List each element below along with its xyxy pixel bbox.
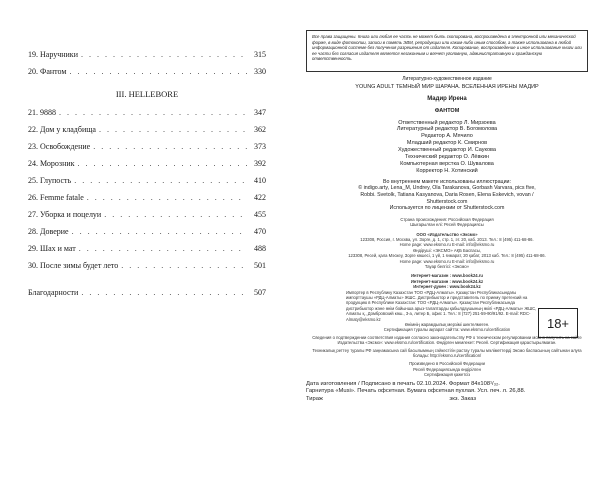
toc-item-title: 24. Морозник [28,159,75,168]
toc-leader-dots [99,121,247,138]
age-rating-badge: 18+ [538,308,578,338]
toc-item[interactable] [28,189,266,206]
manufacturer-address: 123308, Ресей, қала Мәскеу, Зорге көшесі, 1 үй, 1 ғимарат, 20 қабат, 2013 каб. Тел.: 8 (495) 411-68-86. [348,253,546,259]
publisher-name: ООО «Издательство «Эксмо» [416,231,478,237]
series-line: YOUNG ADULT ТЕМНЫЙ МИР ШАРАНА. ВСЕЛЕННАЯ ИРЕНЫ МАДИР [355,84,539,90]
toc-item-page: 422 [254,193,266,202]
manufacturer-web: Home page: www.eksmo.ru E-mail: info@eksmo.ru [399,258,495,264]
toc-item-title: 19. Наручники [28,50,78,59]
toc-item-page: 330 [254,67,266,76]
credit-line: Компьютерная верстка О. Шувалова [400,160,494,167]
toc-leader-dots [93,138,247,155]
editorial-credits [306,120,588,175]
table-of-contents [28,46,266,301]
origin-country-kz: Шығарылған елі: Ресей Федерациясы [410,222,484,228]
toc-item-page: 392 [254,159,266,168]
illus-line: Shutterstock.com [426,198,468,205]
made-in-kz: Ресей Федерациясында өндірілген [413,366,481,372]
toc-item[interactable] [28,104,266,121]
credit-line: Ответственный редактор Л. Мирзоева [398,119,496,126]
cert-kz: Сертификация қажетсіз [423,372,471,378]
toc-item-title: 20. Фантом [28,67,67,76]
toc-item-page: 507 [254,288,266,297]
toc-item-acknowledgements[interactable] [28,284,266,301]
print-date: Дата изготовления / Подписано в печать 02.10.2024. Формат 84x108¹/₃₂. [306,380,500,387]
toc-leader-dots [72,223,247,240]
illus-line: Используется по лицензии от Shutterstock.com [389,205,505,212]
shop-kz-link-2[interactable]: Интернет-дүкен : www.book24.kz [413,284,481,290]
kz-distributors: Импортер в Республику Казахстан ТОО «РДЦ-Алматы». Қазақстан Республикасындағы импорттаушы «РДЦ-Алматы» ЖШС. Дистрибьютор и представитель по приему претензий на продукцию в Республике Казахстан: ТОО «РДЦ-Алматы». Қазақстан Республикасында дистрибьютор және өнім бойынша арыз-талаптарды қабылдаушының өкілі «РДЦ-Алматы» ЖШС, Алматы қ., Домбровский көш., 3-а, литер Б, офис 1. Тел.: 8 (727) 251-59-90/91/92. E-mail: RDC-Almaty@eksmo.kz [346,289,537,322]
credit-line: Редактор А. Мячило [421,133,473,140]
illus-line: Robbi. Svetolk, Tatiana Kasyanova, Daria Rosen, Elena Eskevich, vovan / [360,191,534,198]
toc-item[interactable] [28,155,266,172]
illus-line: © indigo.arty, Lena_M, Undrey, Ola Tarakanova, Gorbash Varvara, pics five, [358,185,536,192]
toc-leader-dots [79,240,247,257]
credit-line: Младший редактор К. Смирнов [406,140,488,147]
toc-item[interactable] [28,46,266,63]
toc-item[interactable] [28,257,266,274]
toc-item-title: 29. Шах и мат [28,244,76,253]
toc-leader-dots [121,257,247,274]
origin-country: Страна происхождения: Российская Федерация [400,216,494,222]
trademark: Тауар белгісі: «Эксмо» [424,263,470,269]
toc-item-title: 27. Уборка и поцелуи [28,210,102,219]
toc-leader-dots [81,284,247,301]
toc-item-page: 362 [254,125,266,134]
rights-notice: Все права защищены. Книга или любая ее часть не может быть скопирована, воспроизведена в электронной или механической форме, в виде фотокопии, записи в память ЭВМ, репродукции или каким-либо иным способом, а также использована в любой информационной системе без получения разрешения от издателя. Копирование, воспроизведение и иное использование книги или ее части без согласия издателя является незаконным и влечет уголовную, административную и гражданскую ответственность. [306,30,588,72]
techreg-note: Техникалық реттеу туралы РФ заңнамасына сай басылымның сәйкестігін растау туралы мәліметтерді Эксмо баспасының сайтынан алуға болады: http://eksmo.ru/certification/ [312,347,582,359]
shop-ru-link[interactable]: Интернет-магазин : www.book24.ru [411,273,483,279]
toc-item-title: 28. Доверие [28,227,69,236]
toc-item[interactable] [28,138,266,155]
toc-item-title: 21. 9888 [28,108,56,117]
toc-item-title: 26. Femme fatale [28,193,84,202]
toc-item[interactable] [28,223,266,240]
toc-item[interactable] [28,63,266,80]
illustration-credits [306,179,588,212]
toc-leader-dots [81,46,247,63]
toc-item[interactable] [28,172,266,189]
imprint-page [306,30,588,403]
toc-item-title: 22. Дом у кладбища [28,125,96,134]
print-details [306,381,588,403]
edition-type: Литературно-художественное издание [402,76,492,82]
toc-item-title: 23. Освобождение [28,142,91,151]
toc-leader-dots [59,104,247,121]
credit-line: Литературный редактор В. Богомолова [396,126,498,133]
toc-item-page: 455 [254,210,266,219]
cert-notes: Сведения о подтверждении соответствия издания согласно законодательству РФ о техническом регулировании можно получить на сайте Издательства «Эксмо»: www.eksmo.ru/certification. Өндірген мемлекет: Ресей. Сертификация қарастырылмаған. [312,334,582,346]
publisher-address: 123308, Россия, г. Москва, ул. Зорге, д. 1, стр. 1, эт. 20, каб. 2013. Тел.: 8 (495) 411-68-86. [360,236,534,242]
toc-item[interactable] [28,121,266,138]
toc-item[interactable] [28,240,266,257]
toc-item-title: 25. Глупость [28,176,72,185]
illus-line: Во внутреннем макете использованы иллюстрации: [383,178,511,185]
publisher-web: Home page: www.eksmo.ru E-mail: info@eksmo.ru [399,242,495,248]
shop-kz-link[interactable]: Интернет-магазин : www.book24.kz [410,278,484,284]
toc-item-page: 315 [254,50,266,59]
cert-site: Сертификация туралы ақпарат сайтта: www.eksmo.ru/certification [383,327,511,333]
part-heading: III. HELLEBORE [115,89,179,99]
toc-item-page: 373 [254,142,266,151]
toc-item-title: 30. После зимы будет лето [28,261,119,270]
toc-item[interactable] [28,206,266,223]
credit-line: Художественный редактор И. Саукова [398,147,496,154]
toc-leader-dots [87,189,247,206]
toc-item-page: 501 [254,261,266,270]
manufacturer-label: Өндіруші: «ЭКСМО» АҚБ Баспасы, [412,247,482,253]
toc-leader-dots [69,63,247,80]
author-name: Мадир Ирена [427,96,467,102]
toc-item-page: 347 [254,108,266,117]
credit-line: Корректор Н. Хотинский [416,167,478,174]
toc-leader-dots [78,155,247,172]
toc-item-page: 488 [254,244,266,253]
toc-leader-dots [104,206,247,223]
order-label: экз. Заказ [449,395,476,402]
validity-note: Өнімнің жарамдылық мерзімі шектелмеген. [404,322,490,328]
tirage-label: Тираж [306,395,323,402]
toc-item-page: 470 [254,227,266,236]
book-title: ФАНТОМ [434,107,460,114]
toc-item-page: 410 [254,176,266,185]
toc-leader-dots [74,172,247,189]
made-in-ru: Произведено в Российской Федерации [409,361,485,367]
print-specs: Гарнитура «Musi». Печать офсетная. Бумага офсетная пухлая. Усл. печ. л. 26,88. [306,388,526,395]
credit-line: Технический редактор О. Лёвкин [405,154,489,161]
toc-item-title: Благодарности [28,288,79,297]
